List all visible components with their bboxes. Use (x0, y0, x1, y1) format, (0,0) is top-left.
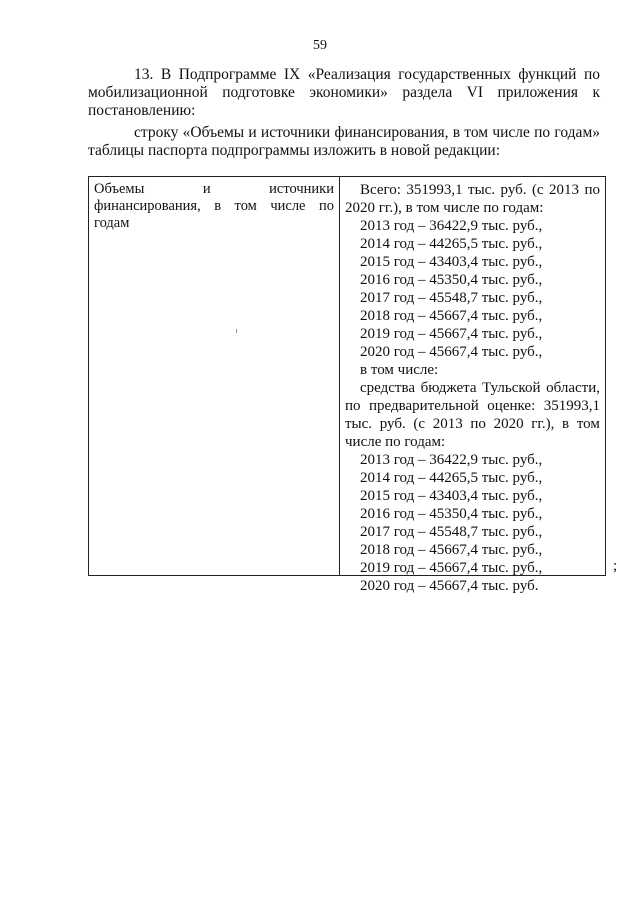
budget-line-1 (345, 379, 600, 397)
word: по (470, 416, 486, 432)
word: по (345, 398, 361, 414)
word: Всего: (360, 182, 401, 198)
word: Объемы (94, 181, 145, 197)
word: в (214, 198, 222, 214)
year-budget-row: 2014 год – 44265,5 тыс. руб., (360, 470, 543, 486)
page-number: 59 (313, 38, 327, 53)
word: Тульской (482, 380, 541, 396)
word: по (584, 182, 600, 198)
word: 2013 (432, 416, 463, 432)
word: гг.), (531, 416, 555, 432)
word: числе (270, 198, 306, 214)
word: оценке: (487, 398, 536, 414)
word: 351993,1 (543, 398, 600, 414)
year-budget-row: 2019 год – 45667,4 тыс. руб., (360, 560, 543, 576)
year-total-row: 2015 год – 43403,4 тыс. руб., (360, 254, 543, 270)
year-total-row: 2019 год – 45667,4 тыс. руб., (360, 326, 543, 342)
year-total-row: 2017 год – 45548,7 тыс. руб., (360, 290, 543, 306)
budget-line-4: числе по годам: (345, 434, 446, 450)
year-total-row: 2014 год – 44265,5 тыс. руб., (360, 236, 543, 252)
year-budget-row: 2018 год – 45667,4 тыс. руб., (360, 542, 543, 558)
passport-table (88, 176, 606, 594)
including-label: в том числе: (360, 362, 439, 378)
total-line-2: 2020 гг.), в том числе по годам: (345, 200, 544, 216)
word: 351993,1 (406, 182, 463, 198)
year-budget-row: 2017 год – 45548,7 тыс. руб., (360, 524, 543, 540)
total-line-1 (345, 181, 600, 199)
table-row-label-cell (89, 177, 340, 575)
years-total-list (345, 217, 600, 361)
year-total-row: 2020 год – 45667,4 тыс. руб., (360, 344, 543, 360)
trailing-semicolon: ; (613, 558, 618, 574)
year-total-row: 2018 год – 45667,4 тыс. руб., (360, 308, 543, 324)
scan-speck (236, 329, 237, 333)
years-budget-list (345, 451, 600, 595)
word: по (318, 198, 334, 214)
word: тыс. (468, 182, 496, 198)
paragraph-amendment-instruction: строку «Объемы и источники финансирования, в том числе по годам» таблицы паспорта подпрограммы изложить в новой редакции: (88, 124, 600, 159)
word: (с (413, 416, 426, 432)
word: (с (531, 182, 544, 198)
paragraph-amendment-intro: 13. В Подпрограмме IX «Реализация государственных функций по мобилизационной подготовке экономики» раздела VI приложения к постановлению: (88, 66, 600, 119)
word: области, (546, 380, 600, 396)
year-budget-row: 2020 год – 45667,4 тыс. руб. (360, 578, 539, 594)
word: руб. (500, 182, 527, 198)
word: 2013 (549, 182, 580, 198)
word: том (234, 198, 257, 214)
word: финансирования, (94, 198, 201, 214)
budget-line-2 (345, 397, 600, 415)
budget-line-3 (345, 415, 600, 433)
word: бюджета (420, 380, 477, 396)
word: источники (269, 181, 334, 197)
year-total-row: 2013 год – 36422,9 тыс. руб., (360, 218, 543, 234)
word: и (202, 181, 211, 197)
year-total-row: 2016 год – 45350,4 тыс. руб., (360, 272, 543, 288)
word: руб. (379, 416, 406, 432)
year-budget-row: 2015 год – 43403,4 тыс. руб., (360, 488, 543, 504)
year-budget-row: 2013 год – 36422,9 тыс. руб., (360, 452, 543, 468)
label-line-3: годам (94, 215, 130, 231)
word: 2020 (493, 416, 524, 432)
word: предварительной (369, 398, 479, 414)
word: тыс. (345, 416, 373, 432)
year-budget-row: 2016 год – 45350,4 тыс. руб., (360, 506, 543, 522)
table-row-value-cell (340, 177, 605, 594)
word: том (576, 416, 600, 432)
word: в (562, 416, 570, 432)
word: средства (360, 380, 416, 396)
label-line-1 (94, 181, 334, 198)
label-line-2 (94, 198, 334, 215)
